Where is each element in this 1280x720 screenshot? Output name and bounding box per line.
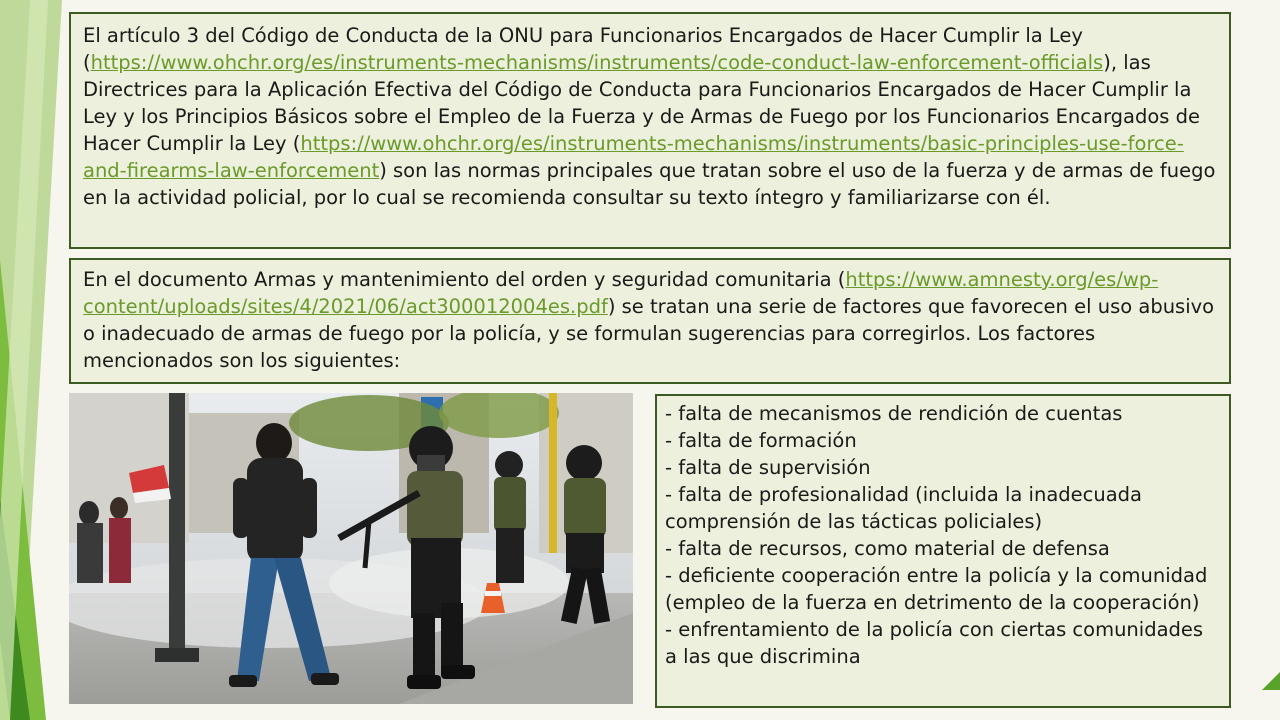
ohchr-basic-principles-link[interactable]: https://www.ohchr.org/es/instruments-mechanisms/instruments/basic-principles-use-force-and-firearms-law-enforcement bbox=[83, 132, 1184, 182]
legal-norms-paragraph bbox=[83, 22, 1219, 211]
list-item: - deficiente cooperación entre la policía y la comunidad (empleo de la fuerza en detrimento de la cooperación) bbox=[665, 564, 1208, 614]
factors-list bbox=[665, 400, 1221, 670]
paragraph2-text-b: ) se tratan una serie de factores que favorecen el uso abusivo o inadecuado de armas de fuego por la policía, y se formulan sugerencias para corregirlos. Los factores mencionados son los siguientes: bbox=[83, 295, 1215, 372]
amnesty-document-paragraph bbox=[83, 266, 1219, 374]
legal-norms-paragraph-box bbox=[69, 12, 1231, 249]
list-item: - falta de recursos, como material de defensa bbox=[665, 537, 1110, 560]
list-item: - falta de formación bbox=[665, 429, 857, 452]
amnesty-pdf-link[interactable]: https://www.amnesty.org/es/wp-content/uploads/sites/4/2021/06/act300012004es.pdf bbox=[83, 268, 1159, 318]
paragraph1-text-c: ) son las normas principales que tratan sobre el uso de la fuerza y de armas de fuego en la actividad policial, por lo cual se recomienda consultar su texto íntegro y familiarizarse con él. bbox=[83, 159, 1216, 209]
list-item: - falta de mecanismos de rendición de cuentas bbox=[665, 402, 1123, 425]
list-item: - falta de supervisión bbox=[665, 456, 871, 479]
amnesty-document-paragraph-box bbox=[69, 258, 1231, 384]
riot-police-photo bbox=[69, 393, 633, 704]
list-item: - falta de profesionalidad (incluida la inadecuada comprensión de las tácticas policiales) bbox=[665, 483, 1142, 533]
list-item: - enfrentamiento de la policía con ciertas comunidades a las que discrimina bbox=[665, 618, 1204, 668]
paragraph1-text-b: ), las Directrices para la Aplicación Efectiva del Código de Conducta para Funcionarios Encargados de Hacer Cumplir la Ley y los Principios Básicos sobre el Empleo de la Fuerza y de Armas de Fuego por los Funcionarios Encargados de Hacer Cumplir la Ley ( bbox=[83, 51, 1201, 155]
paragraph1-text-a: El artículo 3 del Código de Conducta de la ONU para Funcionarios Encargados de Hacer Cumplir la Ley ( bbox=[83, 24, 1083, 74]
paragraph2-text-a: En el documento Armas y mantenimiento del orden y seguridad comunitaria ( bbox=[83, 268, 846, 291]
ohchr-code-conduct-link[interactable]: https://www.ohchr.org/es/instruments-mechanisms/instruments/code-conduct-law-enforcement-officials bbox=[90, 51, 1104, 74]
factors-list-box bbox=[655, 394, 1231, 708]
